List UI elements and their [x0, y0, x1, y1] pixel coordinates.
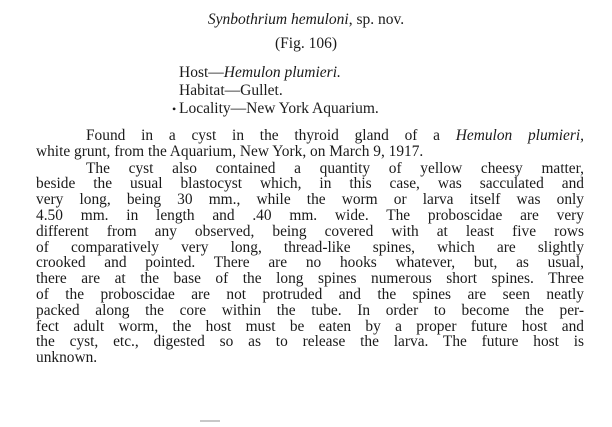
paragraph-2-line-12: the cyst, etc., digested so as to release the larva. The future host is	[36, 333, 584, 351]
paragraph-2-line-2: beside the usual blastocyst which, in this case, was sacculated and	[36, 175, 584, 193]
paragraph-1	[36, 128, 584, 160]
paragraph-2-line-7: crooked and pointed. There are no hooks whatever, but, as usual,	[36, 254, 584, 272]
host-value: Hemulon plumieri.	[223, 64, 341, 81]
species-suffix: , sp. nov.	[348, 11, 405, 28]
host-species-italic: Hemulon plumieri,	[455, 127, 584, 144]
stray-bullet-mark: •	[172, 102, 177, 116]
paragraph-1-line-1	[36, 128, 584, 144]
figure-reference: (Fig. 106)	[275, 35, 337, 52]
paragraph-2-line-9: of the proboscidae are not protruded and the spines are seen neatly	[36, 285, 584, 303]
habitat-line: Habitat—Gullet.	[179, 82, 283, 99]
host-label: Host—	[179, 64, 224, 81]
species-heading	[0, 11, 612, 29]
paragraph-2-line-8: there are at the base of the long spines numerous short spines. Three	[36, 270, 584, 288]
paragraph-1-text: Found in a cyst in the thyroid gland of a	[86, 127, 456, 144]
scan-artifact	[200, 420, 220, 422]
description-body	[36, 128, 584, 366]
paragraph-2-line-6: of comparatively very long, thread-like spines, which are slightly	[36, 238, 584, 256]
locality-line	[172, 100, 379, 118]
paragraph-1-line-2: white grunt, from the Aquarium, New York, on March 9, 1917.	[36, 142, 424, 160]
specimen-metadata	[172, 64, 379, 118]
paragraph-2-line-4: 4.50 mm. in length and .40 mm. wide. The proboscidae are very	[36, 206, 584, 224]
paragraph-2-line-3: very long, being 30 mm., while the worm or larva itself was only	[36, 191, 584, 209]
species-name: Synbothrium hemuloni	[207, 11, 349, 28]
paragraph-2-line-10: packed along the core within the tube. In order to become the per-	[36, 301, 584, 319]
paragraph-2-line-13: unknown.	[36, 349, 98, 367]
paragraph-2	[36, 161, 584, 366]
host-line	[179, 64, 379, 82]
paragraph-2-line-5: different from any observed, being covered with at least five rows	[36, 222, 584, 240]
paragraph-2-line-1: The cyst also contained a quantity of yellow cheesy matter,	[86, 159, 584, 177]
paragraph-2-line-11: fect adult worm, the host must be eaten by a proper future host and	[36, 317, 584, 335]
locality-text: Locality—New York Aquarium.	[179, 100, 379, 117]
